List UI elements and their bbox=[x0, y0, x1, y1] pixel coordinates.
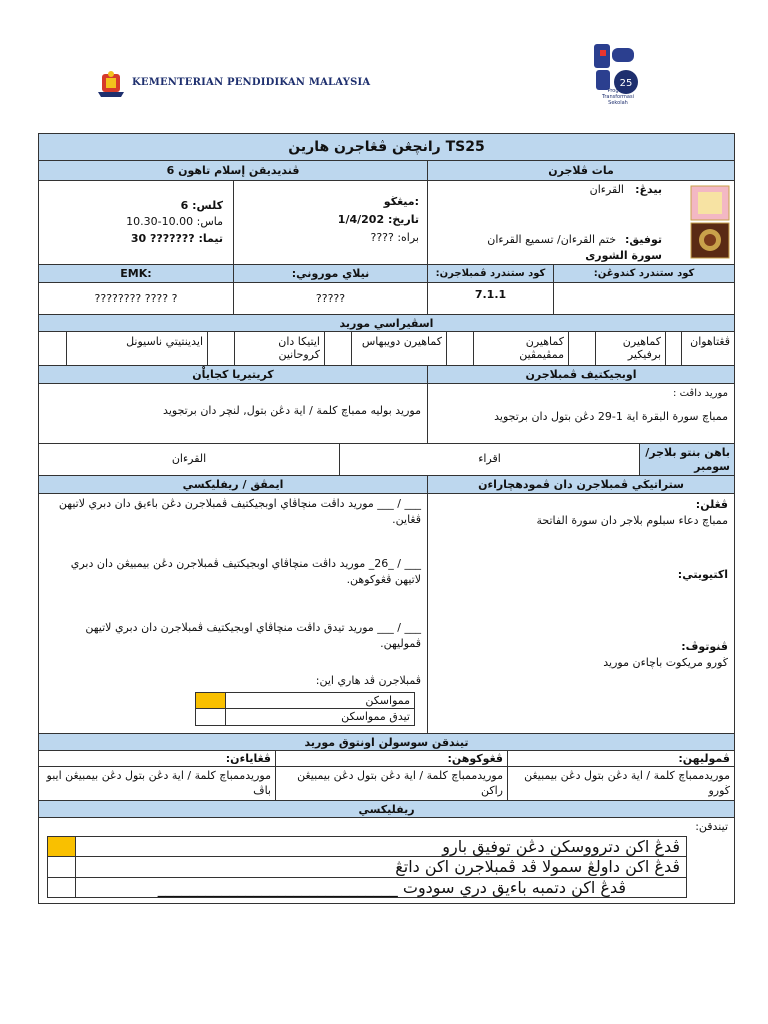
reflection-title: ريفليكسي bbox=[39, 800, 734, 817]
reflection-line-1: ___ / ___ موريد داڤت منچاڤاي اوبجيكتيف ڤمبلاجرن دڠن باءيق دان دبري لاتيهن ڤڠاين. bbox=[58, 497, 421, 526]
criteria-header: كريتيريا كجاياْن bbox=[192, 368, 274, 381]
reflection-options bbox=[47, 836, 687, 898]
not-satisfied-checkbox[interactable] bbox=[196, 709, 226, 725]
reinforcement-label: ڤڠوكوهن: bbox=[275, 751, 507, 766]
emk-header: EMK: bbox=[120, 267, 152, 280]
subject-name: ڤنديديقن إسلام تاهون 6 bbox=[166, 164, 300, 177]
aspiration-check-3[interactable] bbox=[446, 332, 473, 365]
value-value: ????? bbox=[233, 283, 427, 314]
sk-value bbox=[553, 283, 734, 314]
quran-book-icon bbox=[690, 185, 730, 259]
material-a: اقراء bbox=[339, 444, 639, 475]
followup-title: تيندقن سوسولن اونتوق موريد bbox=[39, 733, 734, 750]
reflection-option-3: ڤدڠ اكن دتمبه باءيق دري سودوت ______________________________ bbox=[157, 878, 626, 897]
aspiration-item-2: كماهيرن برفيكير bbox=[595, 332, 665, 365]
closing-label: ڤنوتوڤ: bbox=[681, 640, 728, 653]
reflection-line-4: ڤمبلاجرن ڤد هاري اين: bbox=[315, 674, 421, 687]
materials-row bbox=[39, 443, 734, 475]
not-satisfied-label: تيدق ممواسكن bbox=[341, 710, 410, 723]
aspiration-check-4[interactable] bbox=[324, 332, 351, 365]
document-header bbox=[0, 0, 768, 120]
lesson-plan-form bbox=[38, 133, 735, 904]
aspiration-check-5[interactable] bbox=[207, 332, 234, 365]
aspiration-item-4: كماهيرن دويبهاس bbox=[351, 332, 446, 365]
remedial-text: موريدممباچ كلمة / اية دڠن بتول دڠن بيمبيڠن ڬورو bbox=[507, 767, 734, 800]
activity-label: اكتيويتي: bbox=[677, 568, 728, 581]
followup-body-row bbox=[39, 766, 734, 800]
aspiration-item-3: كماهيرن ممڤيمڤين bbox=[473, 332, 568, 365]
materials-label: باهن بنتو بلاجر/ سومبر bbox=[639, 444, 734, 475]
followup-header-row bbox=[39, 750, 734, 766]
day-label: براه: ???? bbox=[370, 231, 419, 244]
aspiration-item-6: ايدينتيتي ناسيونل bbox=[66, 332, 207, 365]
set-induction-text: ممباچ دعاء سبلوم بلاجر دان سورة الفاتحة bbox=[536, 514, 728, 527]
ministry-name: KEMENTERIAN PENDIDIKAN MALAYSIA bbox=[132, 77, 371, 88]
info-row bbox=[39, 180, 734, 264]
objective-header: اوبجيكتيف ڤمبلاجرن bbox=[427, 366, 734, 383]
topic-value: ختم القرءان/ تسميع القرءان bbox=[487, 233, 616, 246]
sk-header: كود ستندرد كندوڠن: bbox=[553, 265, 734, 282]
class-label: كلس: 6 bbox=[180, 199, 223, 212]
strategy-header: ستراتيڬي ڤمبلاجرن دان ڤمودهچاراءن bbox=[427, 476, 734, 493]
date-label: تاريخ: 1/4/202 bbox=[337, 213, 419, 226]
reflection-check-3[interactable] bbox=[48, 878, 76, 897]
enrichment-label: ڤڠاياءن: bbox=[225, 752, 271, 765]
reinforcement-text: موريدممباچ كلمة / اية دڠن بتول دڠن بيمبيڠن راكن bbox=[275, 767, 507, 800]
value-header: نيلاي موروني: bbox=[233, 265, 427, 282]
impact-header: ايمڤق / ريفليكسي bbox=[182, 478, 284, 491]
material-b: القرءان bbox=[171, 452, 207, 465]
objective-header-row bbox=[39, 365, 734, 383]
week-label: :ميڠڬو bbox=[383, 195, 419, 208]
reflection-line-2: ___ / _26_ موريد داڤت منچاڤاي اوبجيكتيف ڤمبلاجرن دڠن بيمبيڠن دان دبري لاتيهن ڤڠوكوهن. bbox=[70, 557, 421, 586]
time-label: ماس: 10.00-10.30 bbox=[126, 215, 223, 228]
emk-value: ???????? ???? ? bbox=[94, 292, 178, 305]
malaysia-crest-icon bbox=[96, 70, 126, 98]
subject-row bbox=[39, 160, 734, 180]
satisfied-checkbox[interactable] bbox=[196, 693, 226, 709]
topic-label: توفيق: bbox=[624, 233, 662, 246]
satisfied-label: ممواسكن bbox=[226, 693, 414, 709]
objective-intro: موريد داڤت : bbox=[673, 388, 728, 399]
strategy-body-row bbox=[39, 493, 734, 733]
standards-header-row bbox=[39, 264, 734, 282]
satisfaction-box bbox=[195, 692, 415, 726]
aspiration-check-1[interactable] bbox=[665, 332, 681, 365]
aspiration-check-2[interactable] bbox=[568, 332, 595, 365]
surah-name: سورة الشورى bbox=[585, 249, 662, 262]
criteria-text: موريد بوليه ممباچ كلمة / اية دڠن بتول, لنچر دان برتجويد bbox=[163, 404, 421, 417]
subject-label: مات ڤلاجرن bbox=[427, 161, 734, 180]
objective-text: ممباچ سورة البقرة اية 1-29 دڠن بتول دان برتجويد bbox=[494, 410, 728, 423]
aspiration-check-6[interactable] bbox=[39, 332, 66, 365]
svg-text:25: 25 bbox=[619, 78, 633, 89]
reflection-check-1[interactable] bbox=[48, 837, 76, 857]
aspiration-item-5: ايتيكا دان كروحانين bbox=[234, 332, 324, 365]
aspiration-title: اسڤيراسي موريد bbox=[39, 314, 734, 331]
closing-text: ڬورو مريكوت باچاءن موريد bbox=[603, 656, 728, 669]
aspiration-row bbox=[39, 331, 734, 365]
theme-label: تيما: ??????? 30 bbox=[130, 232, 223, 245]
sp-value: 7.1.1 bbox=[427, 283, 553, 314]
reflection-option-1: ڤدڠ اكن دترووسكن دڠن توفيق بارو bbox=[76, 837, 686, 857]
set-induction-label: ڤڠلن: bbox=[695, 498, 728, 511]
remedial-label: ڤموليهن: bbox=[507, 751, 734, 766]
enrichment-text: موريدممباچ كلمة / اية دڠن بتول دڠن بيمبيڠن ايبو باڤ bbox=[46, 769, 271, 797]
strategy-header-row bbox=[39, 475, 734, 493]
action-label: تيندقن: bbox=[695, 820, 728, 833]
field-value: القرءان bbox=[589, 183, 624, 196]
aspiration-item-1: ڤڠتاهوان bbox=[681, 332, 734, 365]
form-title: رانچڠن ڤڠاجرن هارين TS25 bbox=[39, 134, 734, 160]
standards-value-row bbox=[39, 282, 734, 314]
reflection-line-3: ___ / ___ موريد تيدق داڤت منچاڤاي اوبجيكتيف ڤمبلاجرن دان دبري لاتيهن ڤموليهن. bbox=[85, 621, 421, 650]
reflection-body-row bbox=[39, 817, 734, 903]
field-label: بيدڠ: bbox=[635, 183, 662, 196]
sp-header: كود ستندرد ڤمبلاجرن: bbox=[427, 265, 553, 282]
ts25-caption: Program Transformasi Sekolah bbox=[602, 88, 634, 106]
reflection-check-2[interactable] bbox=[48, 857, 76, 878]
reflection-option-2: ڤدڠ اكن داولڠ سمولا ڤد ڤمبلاجرن اكن داتڠ bbox=[76, 857, 686, 878]
objective-body-row bbox=[39, 383, 734, 443]
